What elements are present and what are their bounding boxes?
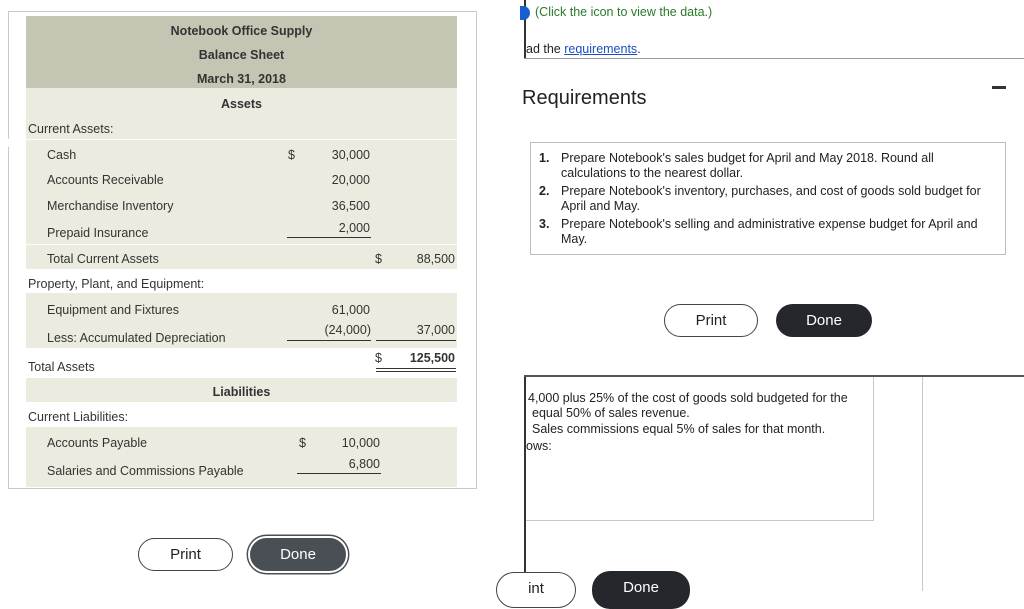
total-current-label: Total Current Assets bbox=[47, 252, 159, 266]
double-underline bbox=[376, 368, 456, 369]
ap-amount: 10,000 bbox=[341, 436, 380, 450]
requirements-title: Requirements bbox=[522, 87, 647, 109]
assets-heading: Assets bbox=[221, 97, 262, 111]
equipment-amount: 61,000 bbox=[331, 303, 370, 317]
current-liabilities-label: Current Liabilities: bbox=[28, 410, 129, 424]
ppe-net-amount: 37,000 bbox=[416, 323, 455, 337]
total-current-dollar: $ bbox=[375, 252, 382, 266]
insurance-label: Prepaid Insurance bbox=[47, 226, 149, 240]
accum-dep-label: Less: Accumulated Depreciation bbox=[47, 331, 226, 345]
total-current-amount: 88,500 bbox=[416, 252, 455, 266]
background-done-button[interactable]: Done bbox=[592, 571, 690, 609]
data-panel-right-edge bbox=[922, 374, 923, 591]
background-print-button[interactable]: int bbox=[496, 572, 576, 608]
statement-title: Balance Sheet bbox=[198, 48, 285, 62]
current-assets-label: Current Assets: bbox=[28, 122, 114, 136]
statement-date: March 31, 2018 bbox=[197, 72, 286, 86]
requirements-done-button[interactable]: Done bbox=[776, 304, 872, 337]
ar-amount: 20,000 bbox=[331, 173, 370, 187]
underline bbox=[376, 340, 456, 341]
ap-label: Accounts Payable bbox=[47, 436, 148, 450]
balance-sheet-print-button[interactable]: Print bbox=[138, 538, 233, 571]
cash-amount: 30,000 bbox=[331, 148, 370, 162]
read-requirements-line: ad the requirements. bbox=[526, 42, 641, 56]
underline bbox=[287, 237, 371, 238]
total-assets-amount: 125,500 bbox=[409, 351, 455, 365]
total-assets-label: Total Assets bbox=[28, 360, 95, 374]
company-name: Notebook Office Supply bbox=[170, 24, 313, 38]
liabilities-heading: Liabilities bbox=[212, 385, 271, 399]
cash-label: Cash bbox=[47, 148, 77, 162]
requirements-print-button[interactable]: Print bbox=[664, 304, 758, 337]
click-icon-text: (Click the icon to view the data.) bbox=[535, 5, 713, 19]
salaries-amount: 6,800 bbox=[348, 457, 380, 471]
ppe-label: Property, Plant, and Equipment: bbox=[28, 277, 205, 291]
ar-label: Accounts Receivable bbox=[47, 173, 164, 187]
data-line-2: equal 50% of sales revenue. bbox=[532, 406, 690, 420]
total-assets-dollar: $ bbox=[375, 351, 382, 365]
underline bbox=[297, 473, 381, 474]
cash-dollar: $ bbox=[288, 148, 295, 162]
underline bbox=[287, 340, 371, 341]
equipment-label: Equipment and Fixtures bbox=[47, 303, 180, 317]
list-item: 2. Prepare Notebook's inventory, purchases, and cost of goods sold budget for April and May. bbox=[539, 184, 981, 213]
inventory-amount: 36,500 bbox=[331, 199, 370, 213]
minimize-icon[interactable] bbox=[992, 86, 1006, 89]
inventory-label: Merchandise Inventory bbox=[47, 199, 174, 213]
ap-dollar: $ bbox=[299, 436, 306, 450]
data-line-1: 4,000 plus 25% of the cost of goods sold budgeted for the bbox=[528, 391, 848, 405]
info-icon[interactable] bbox=[520, 6, 530, 20]
list-item: 3. Prepare Notebook's selling and administrative expense budget for April and May. bbox=[539, 217, 978, 246]
requirements-link[interactable]: requirements bbox=[564, 42, 638, 56]
salaries-label: Salaries and Commissions Payable bbox=[47, 464, 244, 478]
insurance-amount: 2,000 bbox=[338, 221, 370, 235]
list-item: 1. Prepare Notebook's sales budget for April and May 2018. Round all calculations to the nearest dollar. bbox=[539, 151, 934, 180]
double-underline bbox=[376, 371, 456, 372]
accum-dep-amount: (24,000) bbox=[324, 323, 371, 337]
data-line-4: ows: bbox=[526, 439, 552, 453]
requirements-list bbox=[530, 142, 1006, 255]
balance-sheet-done-button[interactable]: Done bbox=[250, 538, 346, 571]
data-line-3: Sales commissions equal 5% of sales for that month. bbox=[532, 422, 826, 436]
